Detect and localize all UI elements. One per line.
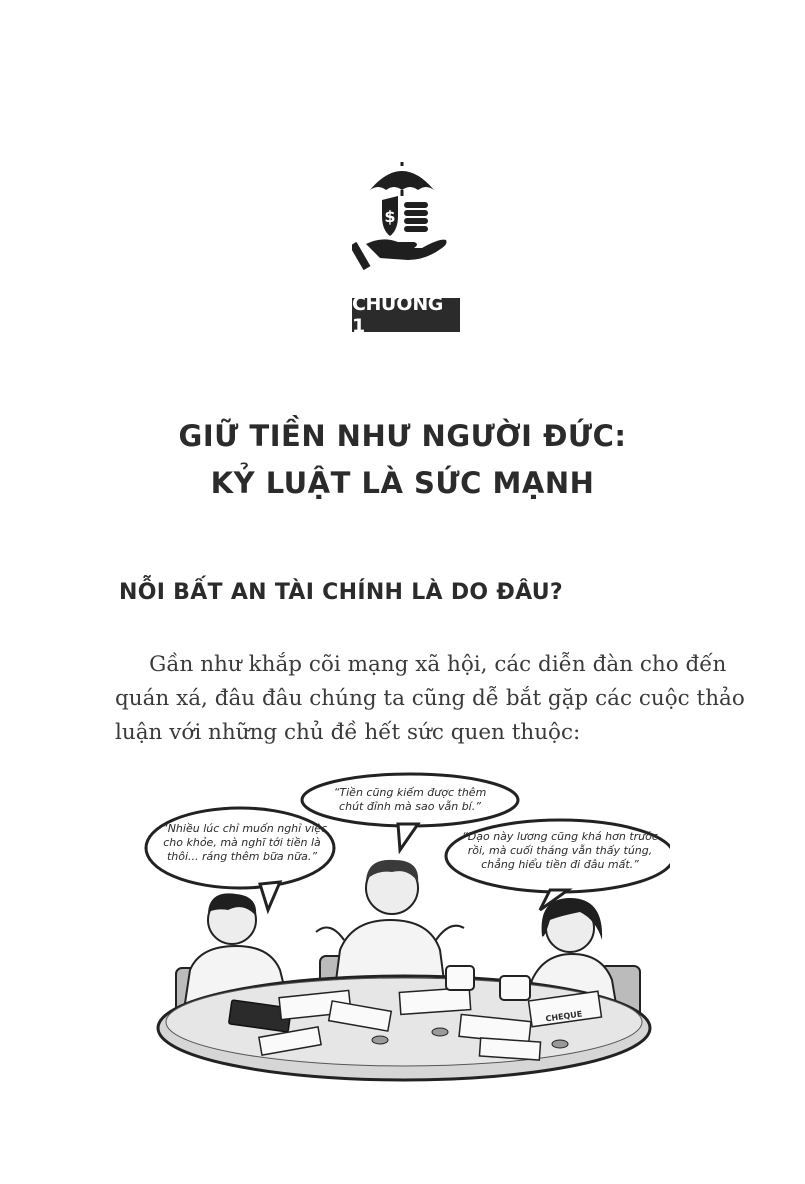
chapter-title-line-2: KỶ LUẬT LÀ SỨC MẠNH: [210, 466, 595, 500]
cheque-label: CHEQUE: [545, 1009, 583, 1024]
section-heading: NỖI BẤT AN TÀI CHÍNH LÀ DO ĐÂU?: [119, 580, 563, 605]
bubble-center-line-2: chút đỉnh mà sao vẫn bí.”: [339, 800, 481, 813]
chapter-label: CHƯƠNG 1: [352, 298, 460, 332]
bubble-left-line-1: “Nhiều lúc chỉ muốn nghỉ việc: [162, 822, 328, 835]
speech-bubble-left: [162, 822, 328, 864]
paragraph-line-3: luận với những chủ đề hết sức quen thuộc:: [115, 720, 581, 745]
bubble-left-line-2: cho khỏe, mà nghĩ tới tiền là: [163, 836, 321, 849]
discussion-illustration: [140, 770, 670, 1090]
chapter-title-line-1: GIỮ TIỀN NHƯ NGƯỜI ĐỨC:: [178, 419, 627, 453]
bubble-left-line-3: thôi... ráng thêm bữa nữa.”: [166, 850, 318, 863]
chapter-title: [0, 413, 805, 507]
paragraph-line-2: quán xá, đâu đâu chúng ta cũng dễ bắt gặp các cuộc thảo: [115, 686, 745, 711]
bubble-right-line-3: chẳng hiểu tiền đi đâu mất.”: [481, 858, 639, 871]
umbrella-money-hand-icon: [352, 160, 452, 272]
bubble-center-line-1: “Tiền cũng kiếm được thêm: [333, 786, 487, 799]
svg-text:$: $: [384, 207, 396, 226]
bubble-right-line-1: “Dạo này lương cũng khá hơn trước: [462, 830, 658, 843]
table-scene-drawing: [140, 770, 670, 1090]
body-paragraph: [115, 648, 745, 750]
bubble-right-line-2: rồi, mà cuối tháng vẫn thấy túng,: [467, 844, 653, 857]
paragraph-line-1: Gần như khắp cõi mạng xã hội, các diễn đàn cho đến: [115, 652, 727, 677]
speech-bubble-center: [322, 786, 498, 814]
speech-bubble-right: [462, 830, 658, 872]
